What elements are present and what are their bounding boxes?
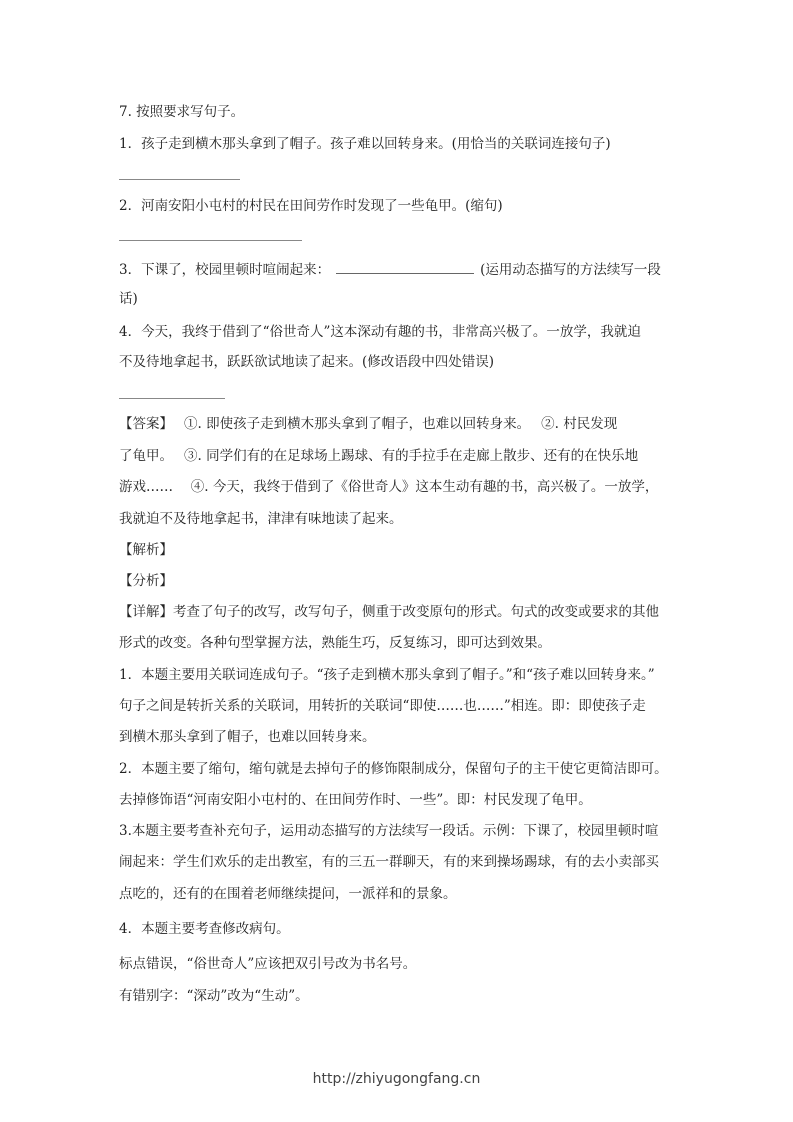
detail-line-13: 有错别字：“深动”改为“生动”。 <box>119 988 309 1004</box>
detail-line-10: 点吃的，还有的在围着老师继续提问，一派祥和的景象。 <box>119 886 457 902</box>
fenxi-label: 【分析】 <box>119 573 173 589</box>
detail-line-12: 标点错误，“俗世奇人”应该把双引号改为书名号。 <box>119 956 417 972</box>
footer-url[interactable]: http://zhiyugongfang.cn <box>312 1071 481 1087</box>
question-item-3-text: 3．下课了，校园里顿时喧闹起来： <box>119 262 331 278</box>
detail-line-3: 1．本题主要用关联词连成句子。“孩子走到横木那头拿到了帽子。”和“孩子难以回转身来。” <box>119 667 655 683</box>
answer-line-3: 游戏…… ④. 今天，我终于借到了《俗世奇人》这本生动有趣的书，高兴极了。一放学， <box>119 479 659 495</box>
answer-blank-4 <box>119 398 225 399</box>
detail-line-1: 【详解】考查了句子的改写，改写句子，侧重于改变原句的形式。句式的改变或要求的其他 <box>119 604 659 620</box>
question-title: 7. 按照要求写句子。 <box>119 104 245 120</box>
question-item-2: 2．河南安阳小屯村的村民在田间劳作时发现了一些龟甲。(缩句) <box>119 198 503 214</box>
detail-line-6: 2．本题主要了缩句，缩句就是去掉句子的修饰限制成分，保留句子的主干使它更简洁即可。 <box>119 761 668 777</box>
detail-line-4: 句子之间是转折关系的关联词，用转折的关联词“即使……也……”相连。即：即使孩子走 <box>119 698 646 714</box>
question-item-3-cont: 话) <box>119 291 138 307</box>
answer-blank-1 <box>119 179 240 180</box>
question-item-4: 4．今天，我终于借到了“俗世奇人”这本深动有趣的书，非常高兴极了。一放学，我就迫 <box>119 324 641 340</box>
detail-line-8: 3.本题主要考查补充句子，运用动态描写的方法续写一段话。示例：下课了，校园里顿时喧 <box>119 823 659 839</box>
answer-line-1: 【答案】 ①. 即使孩子走到横木那头拿到了帽子，也难以回转身来。 ②. 村民发现 <box>119 416 618 432</box>
detail-line-7: 去掉修饰语“河南安阳小屯村的、在田间劳作时、一些”。即：村民发现了龟甲。 <box>119 792 592 808</box>
question-item-3 <box>119 260 661 279</box>
answer-line-4: 我就迫不及待地拿起书，津津有味地读了起来。 <box>119 511 403 527</box>
answer-blank-3 <box>336 260 474 274</box>
detail-line-11: 4．本题主要考查修改病句。 <box>119 921 290 937</box>
answer-blank-2 <box>119 240 302 241</box>
detail-line-9: 闹起来：学生们欢乐的走出教室，有的三五一群聊天，有的来到操场踢球，有的去小卖部买 <box>119 854 659 870</box>
question-item-3-note: (运用动态描写的方法续写一段 <box>480 262 661 278</box>
question-item-4-cont: 不及待地拿起书，跃跃欲试地读了起来。(修改语段中四处错误) <box>119 354 495 370</box>
detail-line-5: 到横木那头拿到了帽子，也难以回转身来。 <box>119 729 376 745</box>
answer-line-2: 了龟甲。 ③. 同学们有的在足球场上踢球、有的手拉手在走廊上散步、还有的在快乐地 <box>119 448 639 464</box>
analysis-label: 【解析】 <box>119 542 173 558</box>
detail-line-2: 形式的改变。各种句型掌握方法，熟能生巧，反复练习，即可达到效果。 <box>119 635 551 651</box>
question-item-1: 1．孩子走到横木那头拿到了帽子。孩子难以回转身来。(用恰当的关联词连接句子) <box>119 136 611 152</box>
